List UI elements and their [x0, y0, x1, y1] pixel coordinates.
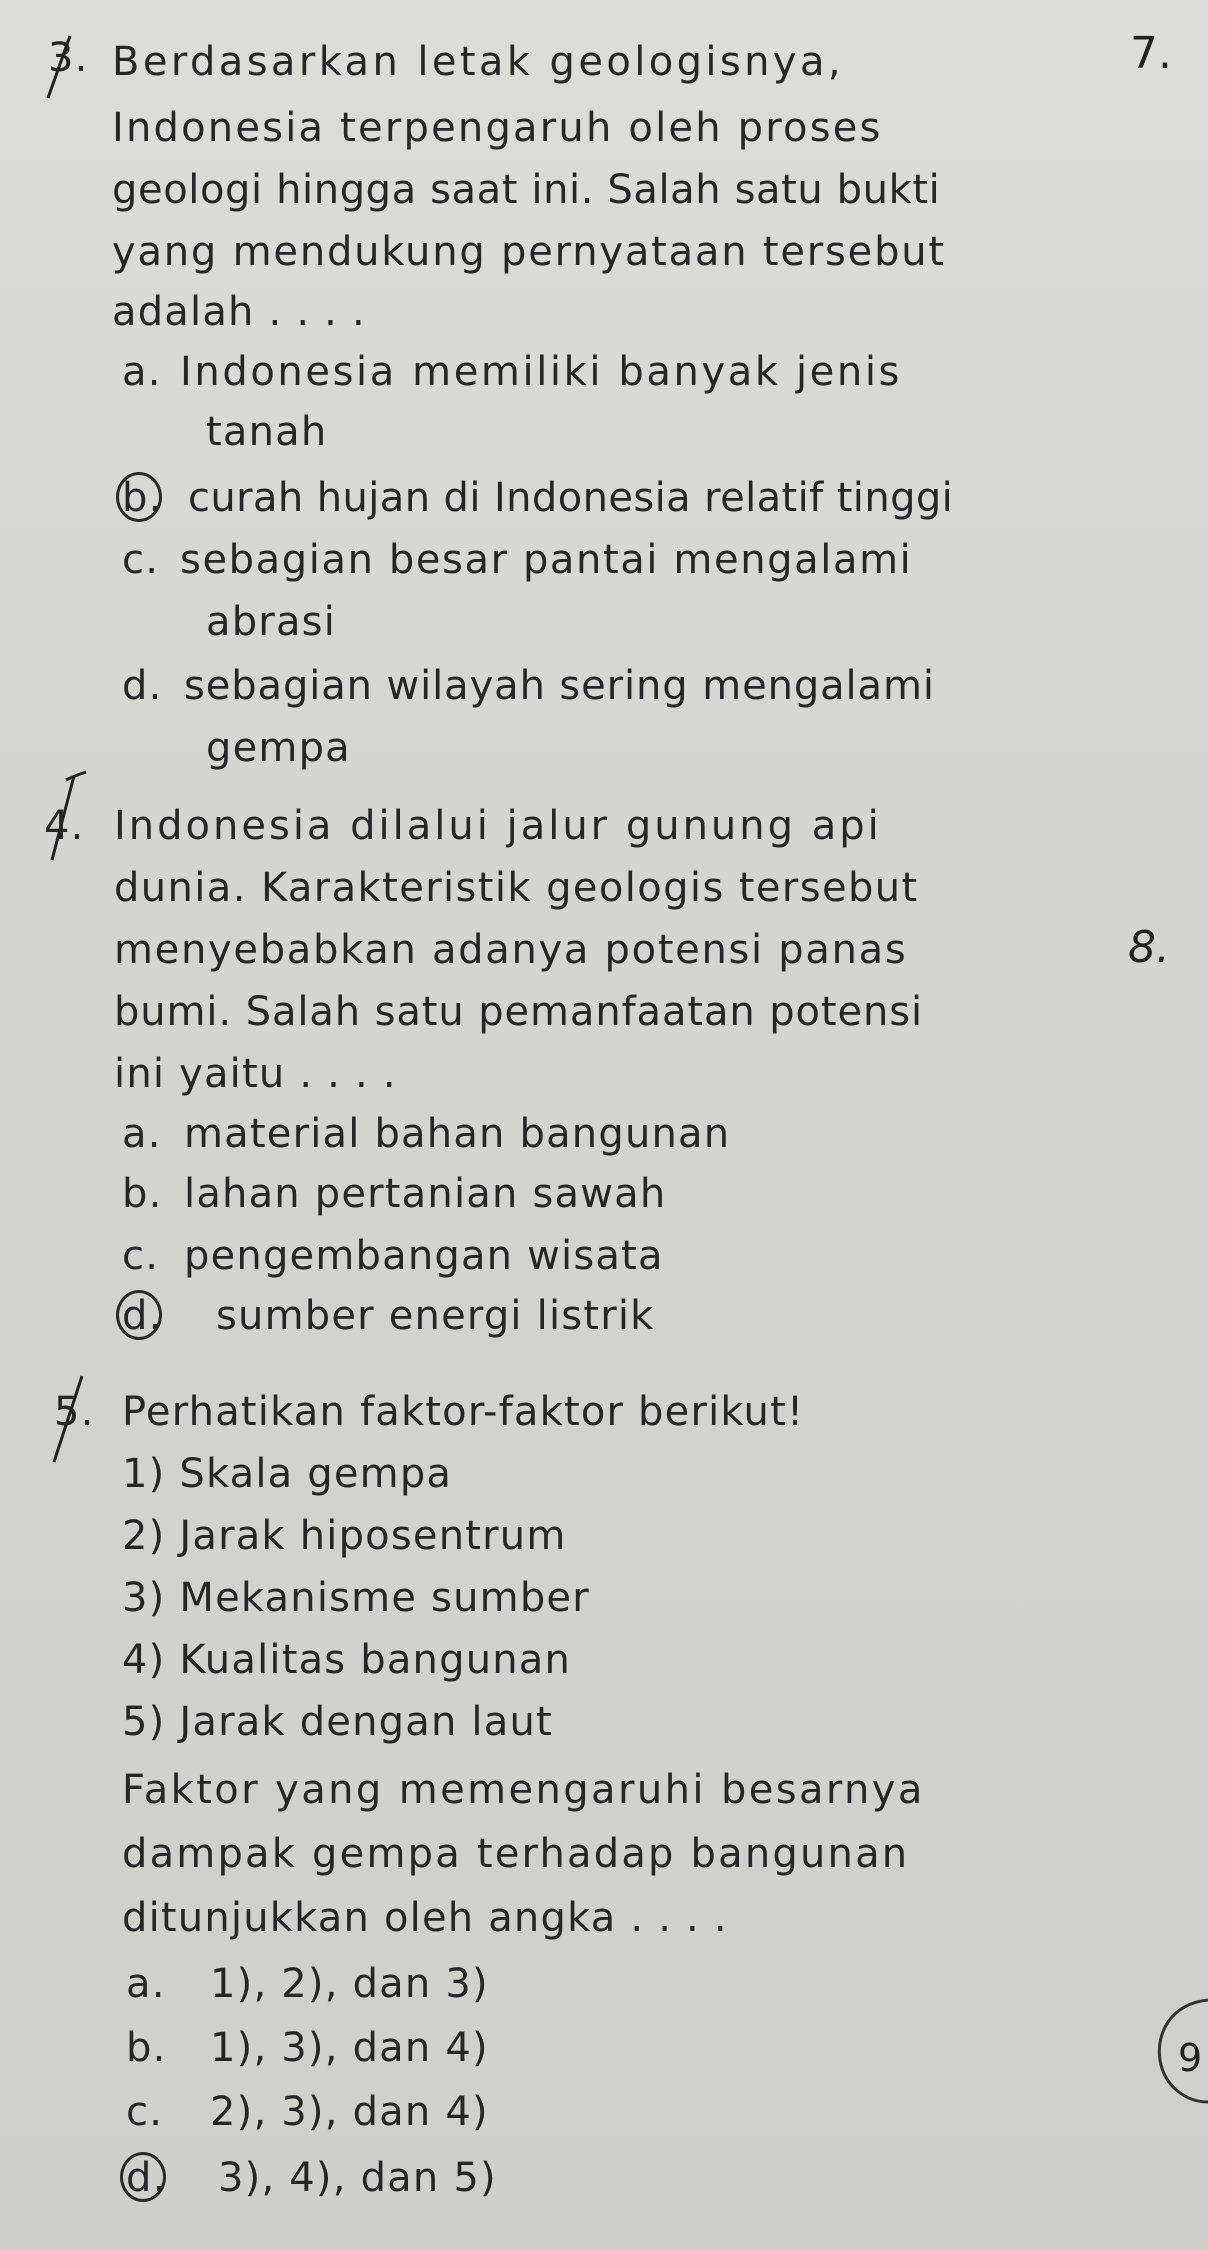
option-letter: d. — [122, 1293, 163, 1339]
next-column-number: 8. — [1128, 922, 1170, 973]
option-text: tanah — [206, 409, 328, 455]
question-stem-line: Perhatikan faktor-faktor berikut! — [122, 1389, 805, 1435]
option-text: curah hujan di Indonesia relatif tinggi — [188, 475, 954, 521]
option-text: material bahan bangunan — [184, 1111, 731, 1157]
question-number: 3. — [48, 35, 89, 81]
question-stem-line: menyebabkan adanya potensi panas — [114, 927, 908, 973]
question-stem-line: ini yaitu . . . . — [114, 1051, 397, 1097]
question-stem-line: ditunjukkan oleh angka . . . . — [122, 1895, 728, 1941]
option-text: 1), 2), dan 3) — [210, 1961, 489, 2007]
option-text: abrasi — [206, 599, 337, 645]
option-text: 1), 3), dan 4) — [210, 2025, 489, 2071]
option-letter: b. — [122, 475, 163, 521]
option-text: sumber energi listrik — [216, 1293, 655, 1339]
option-text: Indonesia memiliki banyak jenis — [180, 349, 902, 395]
option-letter: c. — [122, 1233, 160, 1279]
question-number: 4. — [44, 803, 85, 849]
question-stem-line: adalah . . . . — [112, 289, 366, 335]
pen-check-mark — [40, 32, 80, 104]
question-stem-line: geologi hingga saat ini. Salah satu bukti — [112, 167, 941, 213]
question-stem-line: Indonesia dilalui jalur gunung api — [114, 803, 882, 849]
question-stem-line: dunia. Karakteristik geologis tersebut — [114, 865, 919, 911]
option-text: lahan pertanian sawah — [184, 1171, 667, 1217]
next-column-number: 9 — [1178, 2036, 1203, 2080]
option-text: pengembangan wisata — [184, 1233, 664, 1279]
factor-item: 3) Mekanisme sumber — [122, 1575, 590, 1621]
option-letter: a. — [122, 1111, 162, 1157]
question-stem-line: bumi. Salah satu pemanfaatan potensi — [114, 989, 924, 1035]
question-number: 5. — [54, 1389, 95, 1435]
factor-item: 4) Kualitas bangunan — [122, 1637, 572, 1683]
option-text: sebagian besar pantai mengalami — [180, 537, 913, 583]
question-stem-line: Berdasarkan letak geologisnya, — [112, 39, 844, 85]
option-letter: c. — [122, 537, 160, 583]
option-letter: a. — [122, 349, 162, 395]
question-stem-line: Indonesia terpengaruh oleh proses — [112, 105, 883, 151]
option-text: sebagian wilayah sering mengalami — [184, 663, 935, 709]
option-letter: a. — [126, 1961, 166, 2007]
option-letter: b. — [122, 1171, 163, 1217]
question-stem-line: yang mendukung pernyataan tersebut — [112, 229, 946, 275]
option-letter: b. — [126, 2025, 167, 2071]
factor-item: 1) Skala gempa — [122, 1451, 453, 1497]
factor-item: 5) Jarak dengan laut — [122, 1699, 553, 1745]
next-column-number: 7. — [1130, 28, 1172, 79]
option-text: 3), 4), dan 5) — [218, 2155, 497, 2201]
question-stem-line: dampak gempa terhadap bangunan — [122, 1831, 910, 1877]
option-letter: d. — [122, 663, 163, 709]
question-stem-line: Faktor yang memengaruhi besarnya — [122, 1767, 925, 1813]
option-letter: d. — [126, 2155, 167, 2201]
factor-item: 2) Jarak hiposentrum — [122, 1513, 567, 1559]
option-letter: c. — [126, 2089, 164, 2135]
option-text: 2), 3), dan 4) — [210, 2089, 489, 2135]
option-text: gempa — [206, 725, 351, 771]
